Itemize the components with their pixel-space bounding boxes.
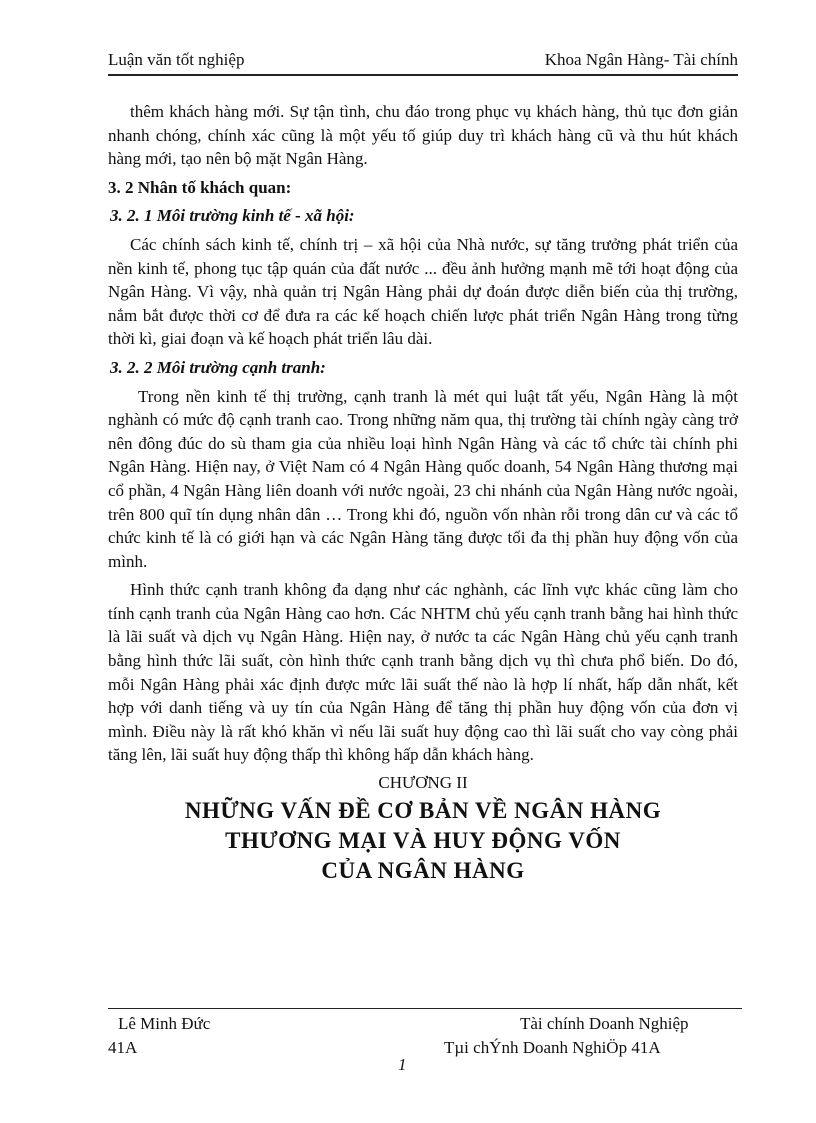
chapter-label: CHƯƠNG II: [378, 773, 468, 793]
header-thesis-label: Luận văn tốt nghiệp: [108, 50, 245, 69]
chapter-title-line-2: THƯƠNG MẠI VÀ HUY ĐỘNG VỐN: [225, 827, 621, 853]
footer-class: 41A: [108, 1038, 138, 1057]
heading-competitive-environment: 3. 2. 2 Môi trường cạnh tranh:: [110, 357, 326, 377]
footer-author: Lê Minh Đức: [118, 1014, 211, 1033]
chapter-title-line-1: NHỮNG VẤN ĐỀ CƠ BẢN VỀ NGÂN HÀNG: [184, 797, 662, 823]
page-header: [108, 50, 738, 76]
paragraph-economic-environment: Các chính sách kinh tế, chính trị – xã hội của Nhà nước, sự tăng trưởng phát triển của nền kinh tế, phong tục tập quán của đất nước ... đều ảnh hưởng mạnh mẽ tới hoạt động của Ngân Hàng. Vì vậy, nhà quản trị Ngân Hàng phải dự đoán được diễn biến của thị trường, nắm bắt được thời cơ để đưa ra các kế hoạch chiến lược phát triển Ngân Hàng trong từng thời kì, giai đoạn và kế hoạch phát triển lâu dài.: [108, 234, 738, 349]
footer-department-garbled: Tµi chÝnh Doanh NghiÖp 41A: [444, 1038, 661, 1057]
heading-economic-environment: 3. 2. 1 Môi trường kinh tế - xã hội:: [110, 206, 355, 226]
header-faculty-label: Khoa Ngân Hàng- Tài chính: [544, 50, 738, 69]
page-body: [108, 100, 738, 885]
paragraph-competition-2: Hình thức cạnh tranh không đa dạng như các nghành, các lĩnh vực khác cũng làm cho tính cạnh tranh của Ngân Hàng cao hơn. Các NHTM chủ yếu cạnh tranh bằng hai hình thức là lãi suất và dịch vụ Ngân Hàng. Hiện nay, ở nước ta các Ngân Hàng chủ yếu cạnh tranh bằng hình thức lãi suất, còn hình thức cạnh tranh bằng dịch vụ thì chưa phổ biến. Do đó, mỗi Ngân Hàng phải xác định được mức lãi suất thế nào là hợp lí nhất, hấp dẫn nhất, kết hợp với danh tiếng và uy tín của Ngân Hàng để tăng thị phần huy động vốn của đơn vị mình. Điều này là rất khó khăn vì nếu lãi suất huy động cao thì lãi suất cho vay còng phải tăng lên, lãi suất huy động thấp thì không hấp dẫn khách hàng.: [108, 580, 738, 765]
paragraph-intro: thêm khách hàng mới. Sự tận tình, chu đáo trong phục vụ khách hàng, thủ tục đơn giản nhanh chóng, chính xác cũng là một yếu tố giúp duy trì khách hàng cũ và thu hút khách hàng mới, tạo nên bộ mặt Ngân Hàng.: [108, 102, 738, 169]
footer-divider: [108, 1008, 742, 1009]
chapter-title-line-3: CỦA NGÂN HÀNG: [321, 857, 525, 883]
heading-objective-factors: 3. 2 Nhân tố khách quan:: [108, 177, 292, 197]
footer-department: Tài chính Doanh Nghiệp: [520, 1014, 689, 1033]
page-number: 1: [398, 1055, 407, 1074]
paragraph-competition-1: Trong nền kinh tế thị trường, cạnh tranh là mét qui luật tất yếu, Ngân Hàng là một nghành có mức độ cạnh tranh cao. Trong những năm qua, thị trường tài chính ngày càng trở nên đông đúc do sù tham gia của nhiều loại hình Ngân Hàng và các tổ chức tài chính phi Ngân Hàng. Hiện nay, ở Việt Nam có 4 Ngân Hàng quốc doanh, 54 Ngân Hàng thương mại cổ phần, 4 Ngân Hàng liên doanh với nước ngoài, 23 chi nhánh của Ngân Hàng nước ngoài, trên 800 quĩ tín dụng nhân dân … Trong khi đó, nguồn vốn nhàn rỗi trong dân cư và các tổ chức kinh tế là có giới hạn và các Ngân Hàng tăng được tối đa thị phần huy động vốn của mình.: [108, 386, 738, 571]
